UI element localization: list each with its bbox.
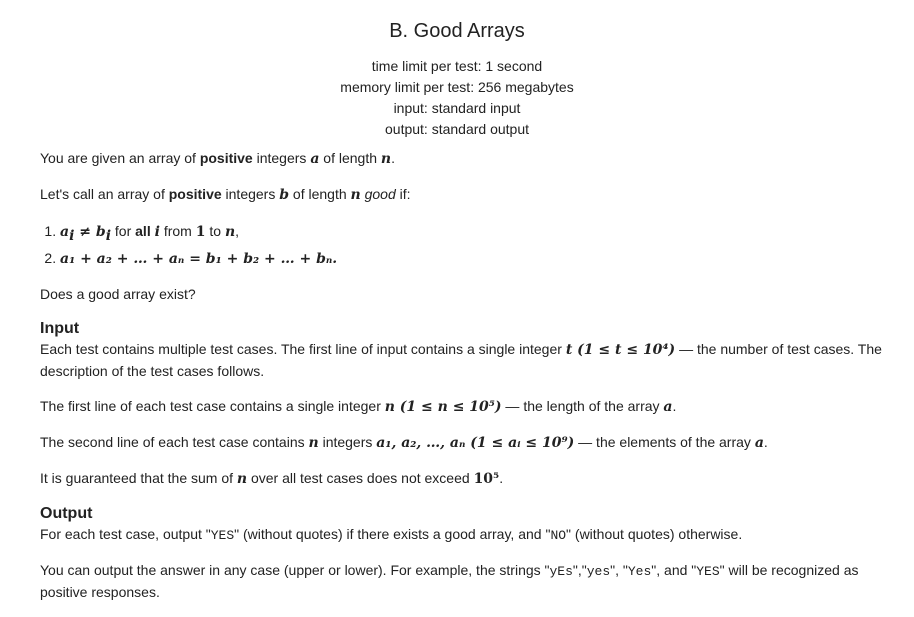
statement-paragraph-2: Let's call an array of positive integers b of length n good if: — [40, 186, 411, 203]
statement-question: Does a good array exist? — [40, 285, 196, 302]
problem-title: B. Good Arrays — [389, 20, 525, 42]
memory-limit: memory limit per test: 256 megabytes — [340, 79, 574, 95]
problem-limits — [0, 56, 914, 140]
conditions-list — [40, 220, 885, 270]
output-paragraph-2: You can output the answer in any case (upper or lower). For example, the strings "yEs","yes", "Yes", and "YES" will be recognized as positive responses. — [40, 561, 859, 600]
input-section-title: Input — [40, 319, 80, 337]
problem-statement — [40, 148, 885, 617]
condition-1: 1. $a_i \ne b_i$ for all i from 1 to n, — [60, 220, 885, 247]
time-limit: time limit per test: 1 second — [371, 58, 543, 74]
input-paragraph-3: The second line of each test case contains n integers a₁, a₂, …, aₙ (1 ≤ aᵢ ≤ 10⁹) — the elements of the array a. — [40, 433, 768, 451]
input-paragraph-2: The first line of each test case contains a single integer n (1 ≤ n ≤ 10⁵) — the length of the array a. — [40, 397, 677, 415]
output-section-title: Output — [40, 504, 93, 522]
statement-paragraph-1: You are given an array of positive integers a of length n. — [40, 150, 395, 167]
problem-header — [0, 18, 914, 140]
output-spec: output: standard output — [385, 121, 529, 137]
output-paragraph-1: For each test case, output "YES" (without quotes) if there exists a good array, and "NO" (without quotes) otherwise. — [40, 525, 743, 543]
input-paragraph-1: Each test contains multiple test cases. The first line of input contains a single integer t (1 ≤ t ≤ 10⁴) — the number of test cases. The description of the test cases follows. — [40, 340, 882, 379]
input-spec: input: standard input — [393, 100, 521, 116]
input-paragraph-4: It is guaranteed that the sum of n over all test cases does not exceed 10⁵. — [40, 469, 504, 487]
condition-2: 2. a₁ + a₂ + … + aₙ = b₁ + b₂ + … + bₙ. — [60, 247, 885, 270]
